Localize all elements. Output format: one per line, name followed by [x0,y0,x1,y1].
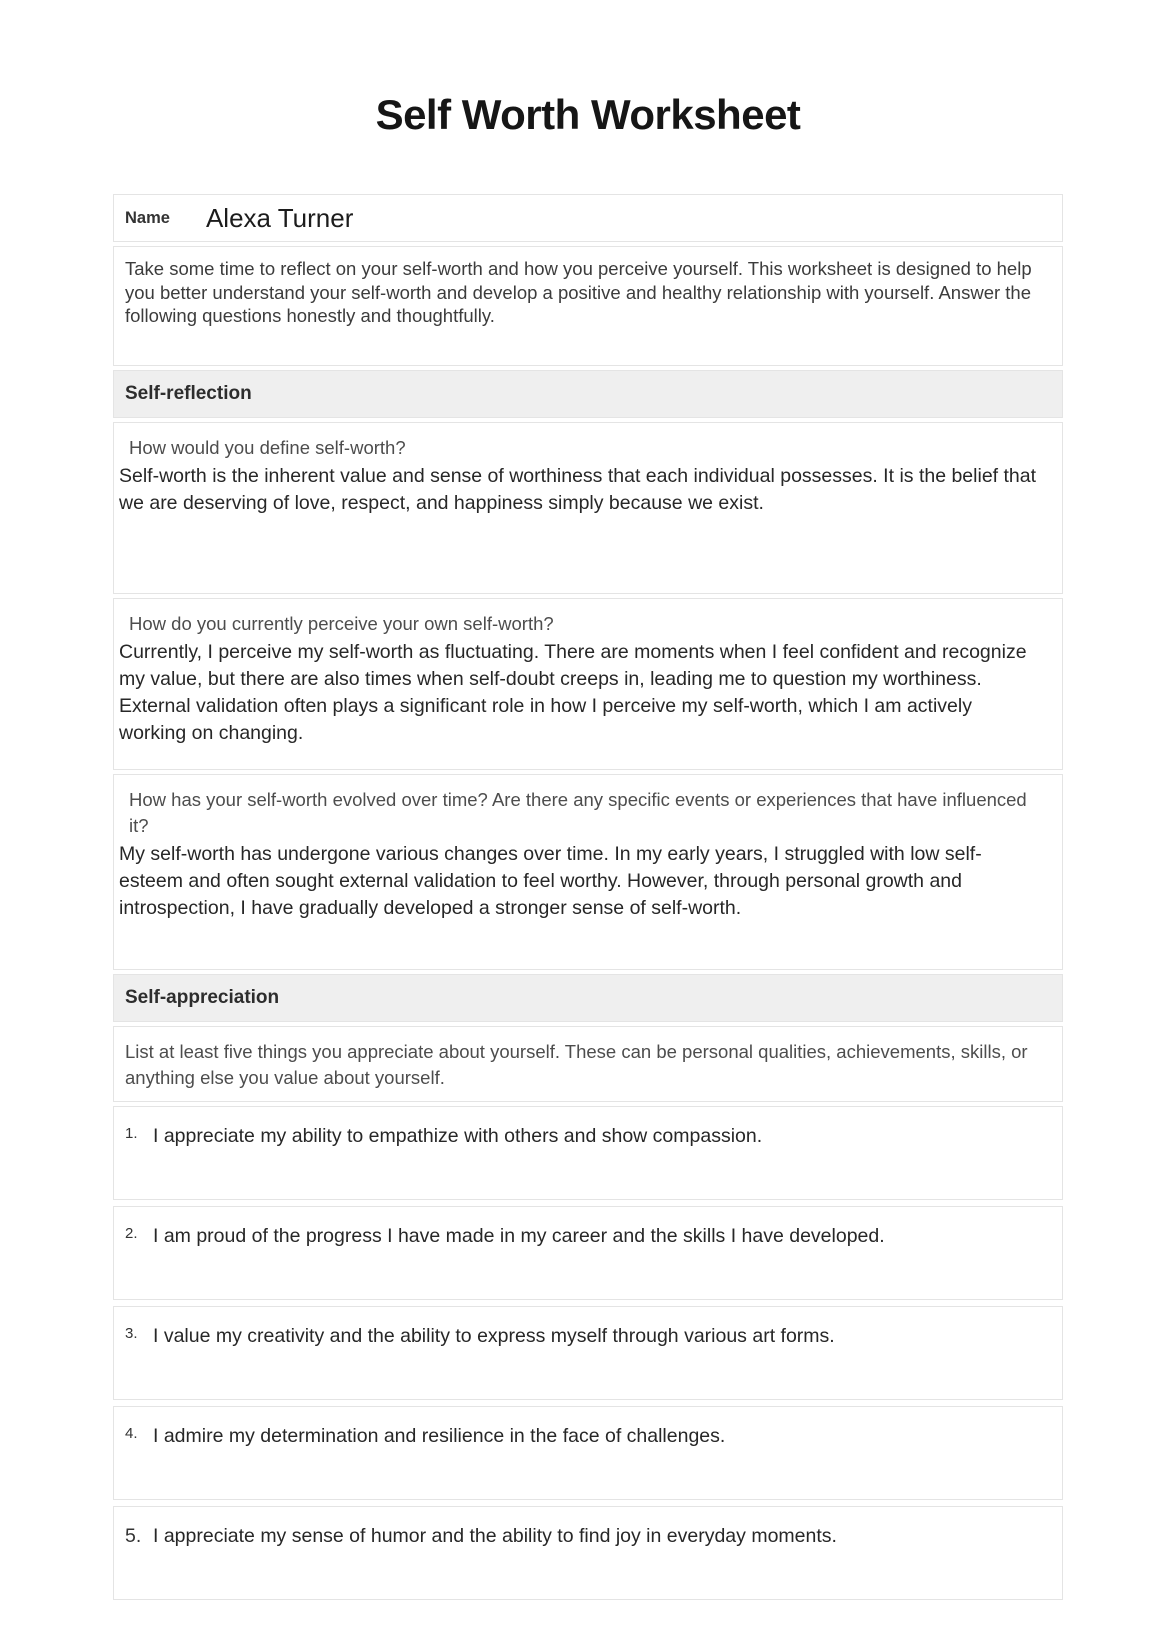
worksheet-form [113,194,1063,1600]
qa-block-current-perception [113,598,1063,770]
item-number: 2. [125,1225,138,1243]
section-header-self-reflection: Self-reflection [113,370,1063,418]
appreciation-item-1 [113,1106,1063,1200]
item-text: I admire my determination and resilience in the face of challenges. [153,1425,726,1448]
name-row [113,194,1063,242]
question-text: How would you define self-worth? [129,437,406,459]
appreciation-item-5 [113,1506,1063,1600]
item-number: 3. [125,1325,138,1343]
question-text: How do you currently perceive your own self-worth? [129,613,554,635]
item-number: 1. [125,1125,138,1143]
item-number: 4. [125,1425,138,1443]
section-header-self-appreciation: Self-appreciation [113,974,1063,1022]
answer-text: My self-worth has undergone various changes over time. In my early years, I struggled with low self-esteem and often sought external validation to feel worthy. However, through personal growth and introspection, I have gradually developed a stronger sense of self-worth. [119,843,982,920]
qa-block-evolution-over-time [113,774,1063,970]
answer-text: Self-worth is the inherent value and sense of worthiness that each individual possesses. It is the belief that we are deserving of love, respect, and happiness simply because we exist. [119,465,1037,515]
name-value: Alexa Turner [205,202,354,233]
page-title: Self Worth Worksheet [375,91,801,138]
item-text: I appreciate my ability to empathize with others and show compassion. [153,1125,763,1148]
appreciation-item-4 [113,1406,1063,1500]
item-text: I value my creativity and the ability to express myself through various art forms. [153,1325,835,1348]
item-text: I am proud of the progress I have made in my career and the skills I have developed. [153,1225,885,1248]
answer-text: Currently, I perceive my self-worth as fluctuating. There are moments when I feel confident and recognize my value, but there are also times when self-doubt creeps in, leading me to question my worthiness. External validation often plays a significant role in how I perceive my self-worth, which I am actively working on changing. [119,641,1027,745]
question-text: How has your self-worth evolved over time? Are there any specific events or experiences that have influenced it? [129,789,1027,837]
name-label: Name [125,208,170,227]
item-number: 5. [125,1525,142,1548]
instruction-text: List at least five things you appreciate about yourself. These can be personal qualities, achievements, skills, or anything else you value about yourself. [113,1026,1063,1102]
item-text: I appreciate my sense of humor and the ability to find joy in everyday moments. [153,1525,837,1548]
qa-block-define-self-worth [113,422,1063,594]
appreciation-item-2 [113,1206,1063,1300]
appreciation-item-3 [113,1306,1063,1400]
intro-text: Take some time to reflect on your self-worth and how you perceive yourself. This worksheet is designed to help you better understand your self-worth and develop a positive and healthy relationship with yourself. Answer the following questions honestly and thoughtfully. [113,246,1063,366]
